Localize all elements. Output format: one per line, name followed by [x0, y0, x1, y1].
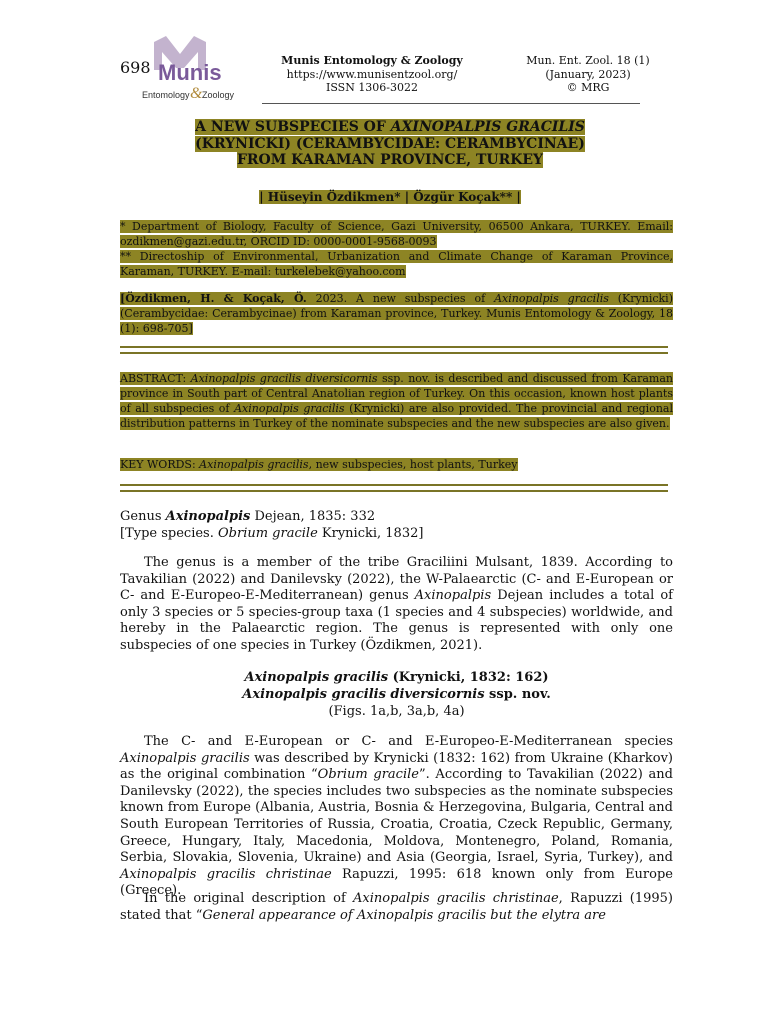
affiliation-1: * Department of Biology, Faculty of Science, Gazi University, 06500 Ankara, TURKEY. Email: ozdikmen@gazi.edu.tr, ORCID ID: 0000-0001-9568-0093 — [120, 220, 673, 248]
logo-sub-left: Entomology — [142, 90, 190, 100]
title-line1-b: AXINOPALPIS GRACILIS — [390, 119, 585, 135]
abstract-text-1: ssp. nov. is described and discussed from Karaman province in South part of Central Anatolian region of Turkey. On this occasion, known host plants of all subspecies of — [120, 372, 673, 415]
journal-url[interactable]: https://www.munisentzool.org/ — [286, 67, 458, 81]
abstract-text-2: (Krynicki) are also provided. The provincial and regional distribution patterns in Turkey of the nominate subspecies and the new subspecies are also given. — [120, 402, 673, 430]
citation — [120, 291, 673, 336]
species-author: (Krynicki, 1832: 162) — [388, 670, 549, 685]
species-name: Axinopalpis gracilis — [244, 670, 389, 685]
issue-copyright: © MRG — [566, 81, 610, 94]
type-species-prefix: [Type species. — [120, 526, 218, 541]
issue-info — [508, 54, 668, 95]
paragraph-3 — [120, 891, 673, 924]
paper-title — [140, 119, 640, 169]
para1-genus: Axinopalpis — [414, 588, 492, 604]
para2-text-3: ”. According to Tavakilian (2022) and Danilevsky (2022), the species includes two subspecies as the nominate subspecies known from Europe (Albania, Austria, Bosnia & Herzegovina, Bulgaria, Central and South European Territories of Russia, Croatia, Croatia, Czeck Republic, Germany, Greece, Hungary, Italy, Macedonia, Moldova, Montenegro, Poland, Romania, Serbia, Slovakia, Slovenia, Ukraine) and Asia (Georgia, Israel, Syria, Turkey), and — [120, 767, 674, 866]
citation-species: Axinopalpis gracilis — [494, 292, 609, 305]
para2-text-2: was described by Krynicki (1832: 162) from Ukraine (Kharkov) as the original combination “ — [120, 750, 673, 783]
para3-text-2: , Rapuzzi (1995) stated that “ — [120, 891, 673, 923]
para3-quote: General appearance of Axinopalpis gracilis but the elytra are — [202, 907, 606, 923]
abstract-taxon-2: Axinopalpis gracilis — [234, 402, 345, 415]
para2-species-2: Obrium gracile — [317, 767, 419, 783]
type-species-name: Obrium gracile — [218, 526, 318, 541]
issue-date: (January, 2023) — [545, 67, 631, 81]
affiliations — [120, 219, 673, 279]
title-line1-a: A NEW SUBSPECIES OF — [195, 119, 391, 135]
abstract — [120, 371, 673, 431]
page-number: 698 — [120, 58, 151, 77]
type-species-author: Krynicki, 1832] — [317, 526, 424, 541]
subspecies-name: Axinopalpis gracilis diversicornis — [242, 687, 485, 702]
affiliation-2: ** Directoship of Environmental, Urbanization and Climate Change of Karaman Province, Karaman, TURKEY. E-mail: turkelebek@yahoo.com — [120, 250, 673, 278]
title-line3: FROM KARAMAN PROVINCE, TURKEY — [236, 152, 544, 168]
section-rule-bottom — [120, 484, 668, 492]
abstract-taxon: Axinopalpis gracilis diversicornis — [190, 372, 378, 385]
header-rule — [262, 103, 640, 104]
authors — [140, 190, 640, 204]
journal-name: Munis Entomology & Zoology — [281, 54, 463, 67]
journal-logo — [140, 32, 250, 104]
keywords-rest: , new subspecies, host plants, Turkey — [308, 458, 518, 471]
genus-heading — [120, 508, 423, 542]
para2-text-4: Rapuzzi, 1995: 618 known only from Europe (Greece). — [120, 866, 673, 899]
keywords-label: KEY WORDS: — [120, 458, 200, 471]
logo-text: Munis — [158, 60, 222, 85]
figure-reference: (Figs. 1a,b, 3a,b, 4a) — [328, 704, 465, 719]
para1-text-2: Dejean includes a total of only 3 species or 5 species-group taxa (1 species and 4 subspecies) worldwide, and hereby in the Palaearctic region. The genus is represented with only one subspecies of one species in Turkey (Özdikmen, 2021). — [120, 588, 673, 653]
logo-ampersand: & — [190, 85, 203, 102]
para2-species-1: Axinopalpis gracilis — [120, 750, 250, 766]
issue-volume: Mun. Ent. Zool. 18 (1) — [526, 54, 650, 67]
para3-species: Axinopalpis gracilis christinae — [353, 891, 559, 906]
citation-authors: [Özdikmen, H. & Koçak, Ö. — [120, 292, 307, 305]
para3-text-1: In the original description of — [144, 891, 354, 906]
section-rule-top — [120, 346, 668, 354]
paragraph-2 — [120, 734, 673, 900]
genus-author: Dejean, 1835: 332 — [250, 509, 376, 524]
journal-issn: ISSN 1306-3022 — [325, 81, 419, 94]
title-line2: (KRYNICKI) (CERAMBYCIDAE: CERAMBYCINAE) — [195, 135, 585, 152]
subspecies-status: ssp. nov. — [484, 687, 551, 702]
paragraph-1 — [120, 555, 673, 655]
genus-prefix: Genus — [120, 509, 166, 524]
para2-species-3: Axinopalpis gracilis christinae — [120, 866, 332, 882]
keywords-taxon: Axinopalpis gracilis — [199, 458, 309, 471]
abstract-label: ABSTRACT: — [120, 372, 191, 385]
citation-title: 2023. A new subspecies of — [306, 292, 495, 305]
logo-sub-right: Zoology — [202, 90, 235, 100]
authors-text: | Hüseyin Özdikmen* | Özgür Koçak** | — [259, 190, 521, 204]
para1-text-1: The genus is a member of the tribe Graciliini Mulsant, 1839. According to Tavakilian (2022) and Danilevsky (2022), the W-Palaearctic (C- and E-European or C- and E-Europeo-E-Mediterranean) genus — [120, 555, 673, 604]
para2-text-1: The C- and E-European or C- and E-Europeo-E-Mediterranean species — [144, 734, 673, 749]
genus-name: Axinopalpis — [165, 509, 251, 524]
species-heading — [120, 669, 673, 720]
citation-rest: (Krynicki) (Cerambycidae: Cerambycinae) from Karaman province, Turkey. Munis Entomology & Zoology, 18 (1): 698-705] — [120, 292, 673, 335]
journal-info — [262, 54, 482, 95]
keywords — [120, 457, 673, 472]
